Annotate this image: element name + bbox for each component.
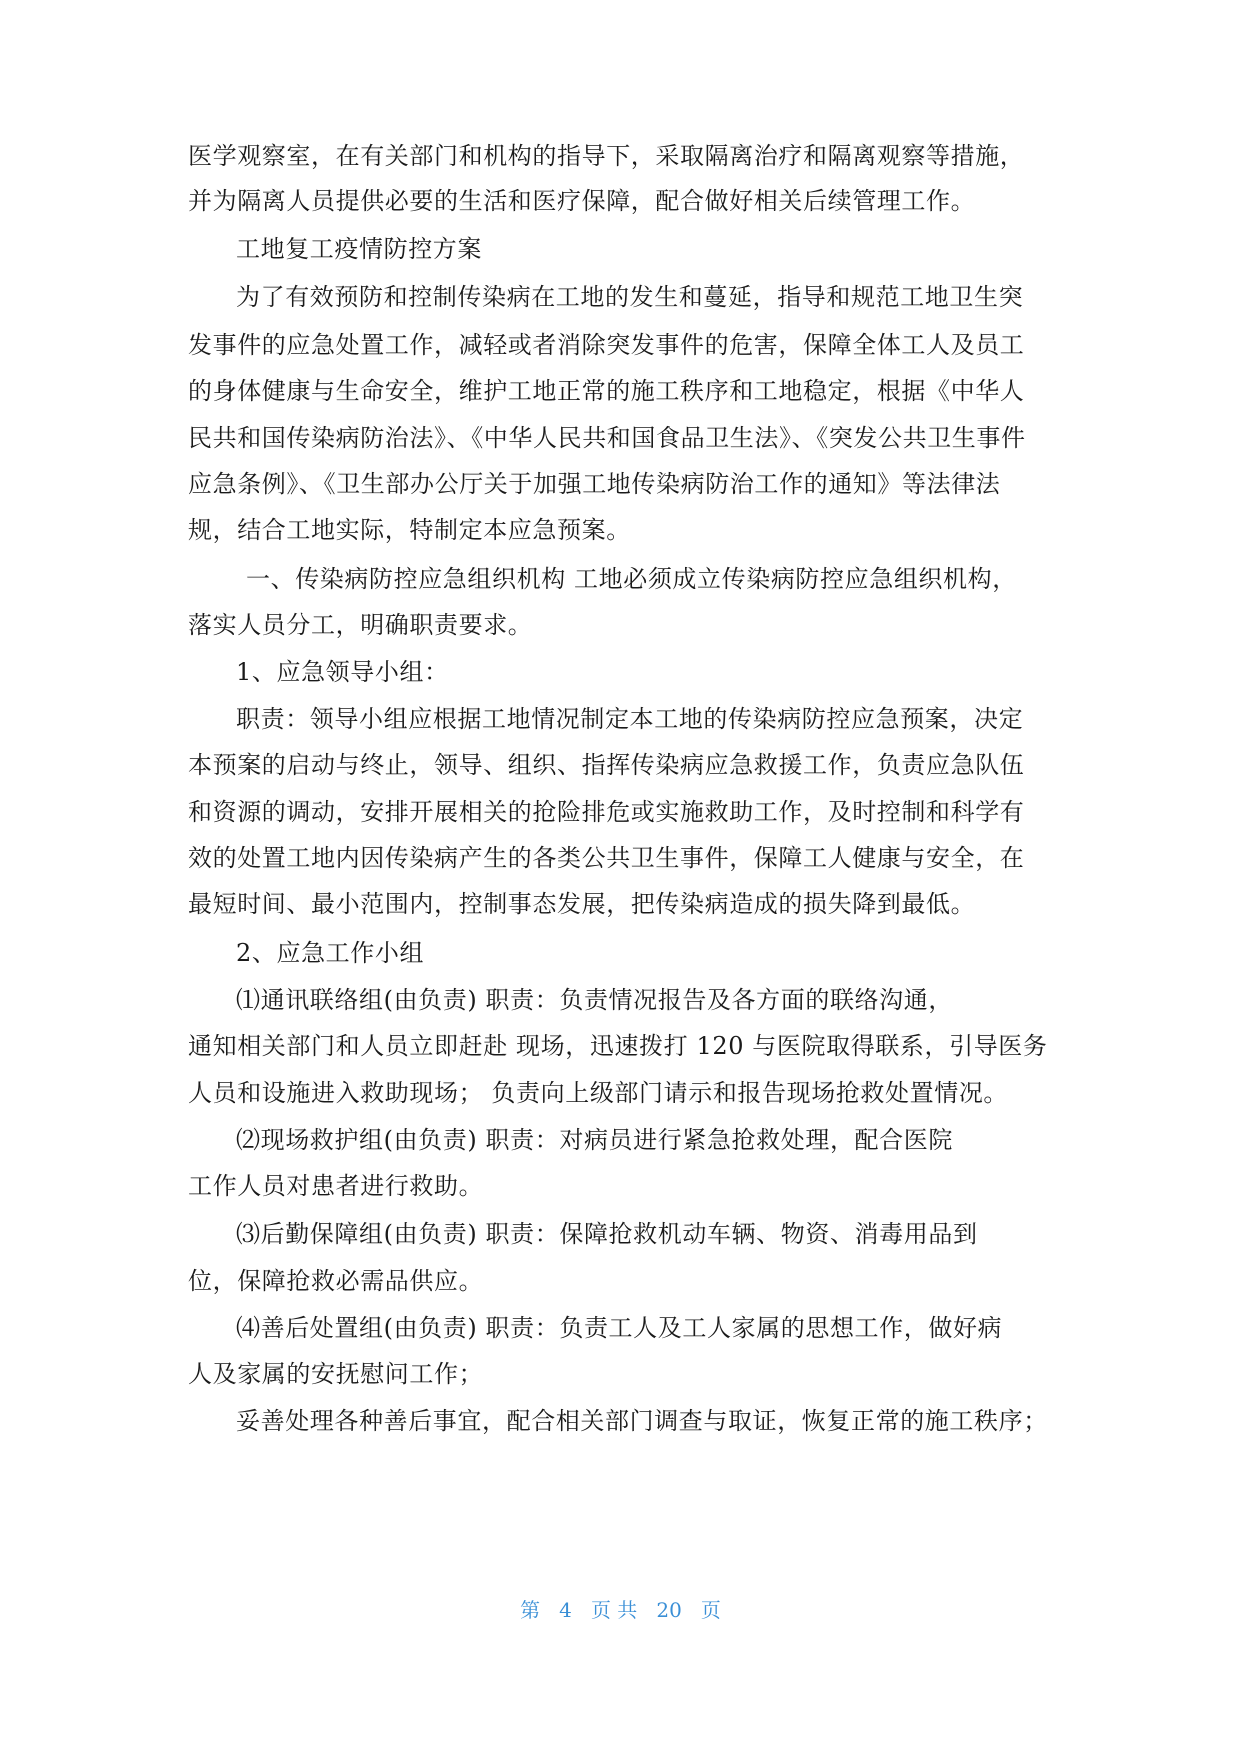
- footer-word-page-end: 页: [700, 1598, 721, 1622]
- text-line: 效的处置工地内因传染病产生的各类公共卫生事件，保障工人健康与安全，在: [188, 844, 1025, 872]
- text-line: 最短时间、最小范围内，控制事态发展，把传染病造成的损失降到最低。: [188, 890, 976, 918]
- text-line: 一、传染病防控应急组织机构 工地必须成立传染病防控应急组织机构，: [246, 565, 1017, 593]
- text-line: 工作人员对患者进行救助。: [188, 1172, 484, 1200]
- text-line: 人员和设施进入救助现场； 负责向上级部门请示和报告现场抢救处置情况。: [188, 1079, 1009, 1107]
- text-line: 位，保障抢救必需品供应。: [188, 1267, 484, 1295]
- text-line: 落实人员分工，明确职责要求。: [188, 611, 533, 639]
- text-line: 职责：领导小组应根据工地情况制定本工地的传染病防控应急预案，决定: [236, 705, 1024, 733]
- text-line: 本预案的启动与终止，领导、组织、指挥传染病应急救援工作，负责应急队伍: [188, 751, 1025, 779]
- text-line: ⑴通讯联络组(由负责) 职责：负责情况报告及各方面的联络沟通，: [236, 986, 953, 1014]
- text-line: 规，结合工地实际，特制定本应急预案。: [188, 516, 631, 544]
- section-heading: 工地复工疫情防控方案: [236, 235, 482, 263]
- footer-word-page: 第: [520, 1598, 541, 1622]
- text-line: ⑶后勤保障组(由负责) 职责：保障抢救机动车辆、物资、消毒用品到: [236, 1220, 978, 1248]
- text-line: 人及家属的安抚慰问工作；: [188, 1360, 484, 1388]
- text-line: 2、应急工作小组: [236, 939, 425, 967]
- text-line: 的身体健康与生命安全，维护工地正常的施工秩序和工地稳定，根据《中华人: [188, 377, 1025, 405]
- text-line: ⑵现场救护组(由负责) 职责：对病员进行紧急抢救处理，配合医院: [236, 1126, 953, 1154]
- text-line: 1、应急领导小组：: [236, 658, 449, 686]
- footer-word-of: 页 共: [590, 1598, 638, 1622]
- text-line: 民共和国传染病防治法》、《中华人民共和国食品卫生法》、《突发公共卫生事件: [188, 424, 1026, 452]
- text-line: 医学观察室，在有关部门和机构的指导下，采取隔离治疗和隔离观察等措施，: [188, 142, 1025, 170]
- page-footer: [0, 1596, 1241, 1624]
- text-line: 妥善处理各种善后事宜，配合相关部门调查与取证，恢复正常的施工秩序；: [236, 1407, 1048, 1435]
- text-line: 应急条例》、《卫生部办公厅关于加强工地传染病防治工作的通知》等法律法: [188, 470, 1001, 498]
- text-line: 为了有效预防和控制传染病在工地的发生和蔓延，指导和规范工地卫生突: [236, 283, 1024, 311]
- total-pages-number: 20: [656, 1598, 682, 1622]
- text-line: 和资源的调动，安排开展相关的抢险排危或实施救助工作，及时控制和科学有: [188, 798, 1025, 826]
- text-line: 并为隔离人员提供必要的生活和医疗保障，配合做好相关后续管理工作。: [188, 187, 976, 215]
- text-line: 发事件的应急处置工作，减轻或者消除突发事件的危害，保障全体工人及员工: [188, 331, 1025, 359]
- text-line: 通知相关部门和人员立即赶赴 现场，迅速拨打 120 与医院取得联系，引导医务: [188, 1032, 1048, 1060]
- current-page-number: 4: [559, 1598, 572, 1622]
- text-line: ⑷善后处置组(由负责) 职责：负责工人及工人家属的思想工作，做好病: [236, 1314, 1003, 1342]
